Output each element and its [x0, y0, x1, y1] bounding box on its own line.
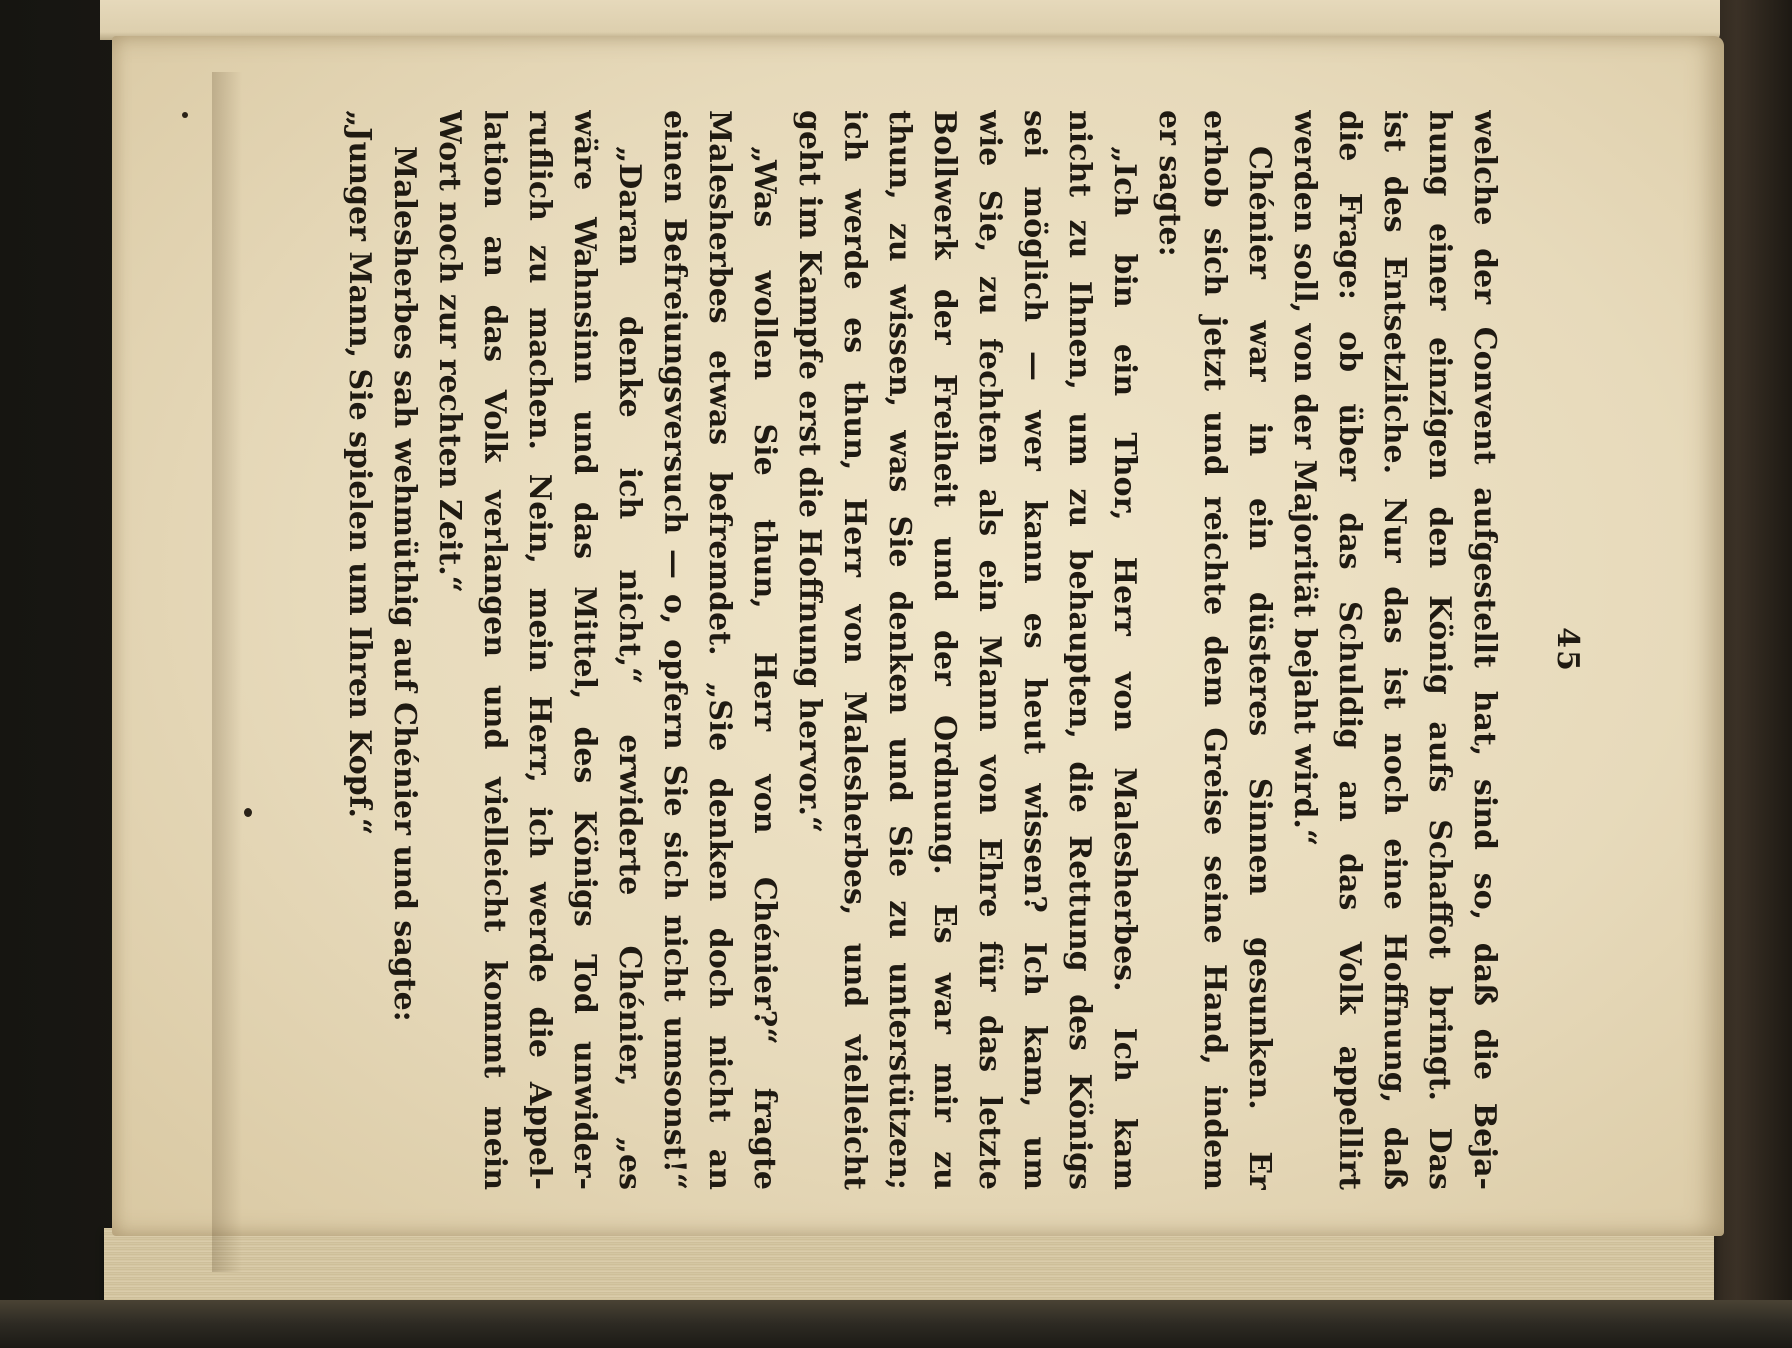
ink-speck [182, 112, 188, 118]
text-line: „Ich bin ein Thor, Herr von Malesherbes. Ich kam [1107, 146, 1142, 1190]
text-line: die Frage: ob über das Schuldig an das Volk appellirt [1332, 110, 1367, 1190]
text-line: erhob sich jetzt und reichte dem Greise seine Hand, indem [1197, 110, 1232, 1190]
text-line: ist des Entsetzliche. Nur das ist noch eine Hoffnung, daß [1377, 110, 1412, 1190]
rotated-text-block [342, 110, 1585, 1190]
book-cover-bottom [0, 1300, 1792, 1348]
text-line: hung einer einzigen den König aufs Schaffot bringt. Das [1422, 110, 1457, 1190]
text-line: „Was wollen Sie thun, Herr von Chénier?“ fragte [747, 146, 782, 1190]
text-lines [337, 110, 1507, 1190]
text-line: geht im Kampfe erst die Hoffnung hervor.“ [792, 110, 827, 834]
text-line: welche der Convent aufgestellt hat, sind so, daß die Beja- [1467, 110, 1502, 1190]
text-line: er sagte: [1152, 110, 1187, 257]
text-line: Wort noch zur rechten Zeit.“ [432, 110, 467, 593]
text-line: werden soll, von der Majorität bejaht wird.“ [1287, 110, 1322, 847]
text-line: „Daran denke ich nicht,“ erwiderte Chénier, „es [612, 146, 647, 1190]
page-number: 45 [1550, 627, 1585, 673]
text-line: lation an das Volk verlangen und vielleicht kommt mein [477, 110, 512, 1190]
text-line: ich werde es thun, Herr von Malesherbes, und vielleicht [837, 110, 872, 1190]
text-line: thun, zu wissen, was Sie denken und Sie zu unterstützen; [882, 110, 917, 1190]
ink-speck [244, 808, 252, 817]
text-line: ruflich zu machen. Nein, mein Herr, ich werde die Appel- [522, 110, 557, 1190]
gutter-shadow [212, 72, 242, 1272]
text-line: Malesherbes sah wehmüthig auf Chénier und sagte: [387, 146, 422, 1022]
text-line: „Junger Mann, Sie spielen um Ihren Kopf.“ [342, 110, 377, 836]
facing-page-edge [100, 0, 1720, 40]
text-line: Bollwerk der Freiheit und der Ordnung. Es war mir zu [927, 110, 962, 1190]
text-line: sei möglich — wer kann es heut wissen? Ich kam, um [1017, 110, 1052, 1190]
text-line: Malesherbes etwas befremdet. „Sie denken doch nicht an [702, 110, 737, 1190]
text-line: nicht zu Ihnen, um zu behaupten, die Rettung des Königs [1062, 110, 1097, 1190]
text-line: wäre Wahnsinn und das Mittel, des Königs Tod unwider- [567, 110, 602, 1190]
text-line: wie Sie, zu fechten als ein Mann von Ehre für das letzte [972, 110, 1007, 1190]
text-line: einen Befreiungsversuch — o, opfern Sie sich nicht umsonst!“ [657, 110, 692, 1190]
text-line: Chénier war in ein düsteres Sinnen gesunken. Er [1242, 146, 1277, 1190]
